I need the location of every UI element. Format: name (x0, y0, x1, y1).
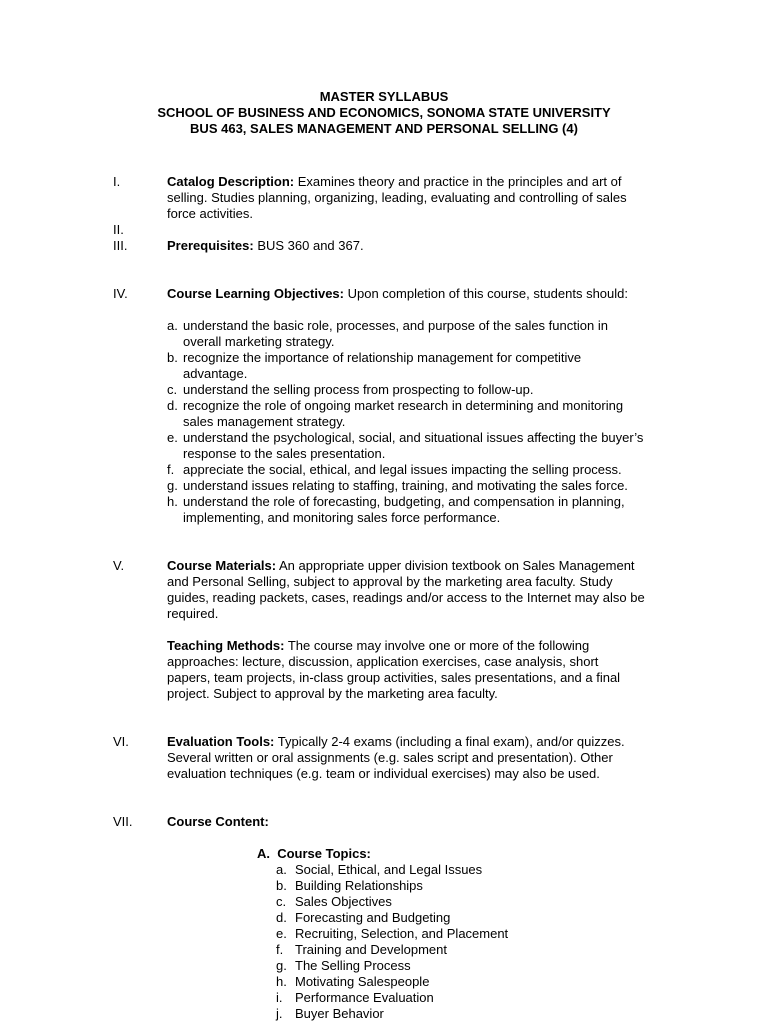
title-block (0, 0, 768, 137)
learning-objectives: Course Learning Objectives: Upon completion of this course, students should: a. understand the basic role, processes, and purpose of the sales function in overall marketing strategy. b. recognize the importance of relationship management for competitive advantage. c. understand the selling process from prospecting to follow-up. d. recognize the role of ongoing market research in determining and monitoring sales management strategy. e. understand the psychological, social, and situational issues affecting the buyer’s response to the sales presentation. f. appreciate the social, ethical, and legal issues impacting the selling process. g. understand issues relating to staffing, training, and motivating the sales force. h. understand the role of forecasting, budgeting, and compensation in planning, implementing, and monitoring sales force performance. (167, 286, 644, 525)
course-name: BUS 463, SALES MANAGEMENT AND PERSONAL SELLING (4) (190, 121, 578, 136)
list-item (167, 318, 645, 350)
item-letter: g. (276, 958, 287, 973)
list-item (257, 878, 768, 894)
item-letter: e. (167, 430, 178, 445)
item-letter: b. (276, 878, 287, 893)
list-item (257, 1006, 768, 1022)
item-text: Training and Development (295, 942, 447, 957)
topics-list (257, 862, 768, 1022)
item-text: recognize the role of ongoing market research in determining and monitoring sales management strategy. (183, 398, 624, 429)
item-letter: a. (167, 318, 178, 333)
item-text: Social, Ethical, and Legal Issues (295, 862, 483, 877)
section-iv (0, 286, 768, 526)
item-text: Recruiting, Selection, and Placement (295, 926, 509, 941)
item-text: understand the psychological, social, and situational issues affecting the buyer’s response to the sales presentation. (183, 430, 644, 461)
list-item (167, 350, 645, 382)
section-num: I. (113, 174, 121, 189)
course-topics (257, 846, 768, 1022)
list-item (167, 478, 645, 494)
section-iii (0, 238, 768, 254)
item-letter: h. (167, 494, 178, 509)
item-text: appreciate the social, ethical, and legal issues impacting the selling process. (183, 462, 622, 477)
section-num: IV. (113, 286, 128, 301)
list-item (257, 926, 768, 942)
list-item (257, 942, 768, 958)
catalog-description: Catalog Description: Examines theory and practice in the principles and art of selling. Studies planning, organizing, leading, evaluating and controlling of sales force activities. (167, 174, 627, 221)
item-letter: g. (167, 478, 178, 493)
section-num: V. (113, 558, 125, 573)
item-letter: d. (276, 910, 287, 925)
section-i (0, 174, 768, 222)
item-letter: f. (167, 462, 175, 477)
section-num: VII. (113, 814, 133, 829)
item-text: recognize the importance of relationship management for competitive advantage. (183, 350, 582, 381)
item-letter: d. (167, 398, 178, 413)
list-item (257, 894, 768, 910)
school-name: SCHOOL OF BUSINESS AND ECONOMICS, SONOMA STATE UNIVERSITY (157, 105, 611, 120)
item-letter: i. (276, 990, 283, 1005)
section-num: III. (113, 238, 128, 253)
section-ii (0, 222, 768, 238)
item-text: understand the basic role, processes, and purpose of the sales function in overall marketing strategy. (183, 318, 608, 349)
item-letter: e. (276, 926, 287, 941)
list-item (167, 382, 645, 398)
course-content: Course Content: (167, 814, 269, 829)
item-letter: j. (276, 1006, 283, 1021)
item-text: understand the selling process from prospecting to follow-up. (183, 382, 534, 397)
item-text: Sales Objectives (295, 894, 392, 909)
item-text: understand the role of forecasting, budgeting, and compensation in planning, implementing, and monitoring sales force performance. (183, 494, 625, 525)
item-letter: a. (276, 862, 287, 877)
list-item (257, 958, 768, 974)
section-vii (0, 814, 768, 830)
section-v (0, 558, 768, 702)
item-text: Motivating Salespeople (295, 974, 430, 989)
list-item (257, 862, 768, 878)
item-letter: f. (276, 942, 284, 957)
item-text: The Selling Process (295, 958, 411, 973)
list-item (257, 990, 768, 1006)
topics-heading: A. Course Topics: (257, 846, 371, 861)
item-text: understand issues relating to staffing, training, and motivating the sales force. (183, 478, 628, 493)
list-item (167, 494, 645, 526)
item-letter: b. (167, 350, 178, 365)
item-text: Building Relationships (295, 878, 423, 893)
prerequisites: Prerequisites: BUS 360 and 367. (167, 238, 364, 253)
list-item (167, 430, 645, 462)
doc-title: MASTER SYLLABUS (319, 89, 449, 104)
objectives-list (167, 318, 645, 526)
course-materials: Course Materials: An appropriate upper division textbook on Sales Management and Personal Selling, subject to approval by the marketing area faculty. Study guides, reading packets, cases, readings and/or access to the Internet may also be required. Teaching Methods: The course may involve one or more of the following approaches: lecture, discussion, application exercises, case analysis, short papers, team projects, in-class group activities, sales presentations, and a final project. Subject to approval by the marketing area faculty. (167, 558, 645, 701)
section-vi (0, 734, 768, 782)
item-letter: c. (167, 382, 178, 397)
item-text: Performance Evaluation (295, 990, 434, 1005)
section-num: II. (113, 222, 124, 237)
list-item (167, 398, 645, 430)
item-letter: h. (276, 974, 287, 989)
list-item (167, 462, 645, 478)
list-item (257, 910, 768, 926)
teaching-methods: Teaching Methods: The course may involve one or more of the following approaches: lecture, discussion, application exercises, case analysis, short papers, team projects, in-class group activities, sales presentations, and a final project. Subject to approval by the marketing area faculty. (167, 638, 621, 701)
item-text: Forecasting and Budgeting (295, 910, 451, 925)
list-item (257, 974, 768, 990)
section-num: VI. (113, 734, 129, 749)
item-letter: c. (276, 894, 287, 909)
item-text: Buyer Behavior (295, 1006, 384, 1021)
evaluation-tools: Evaluation Tools: Typically 2-4 exams (including a final exam), and/or quizzes. Several written or oral assignments (e.g. sales script and presentation). Other evaluation techniques (e.g. team or individual exercises) may also be used. (167, 734, 625, 781)
